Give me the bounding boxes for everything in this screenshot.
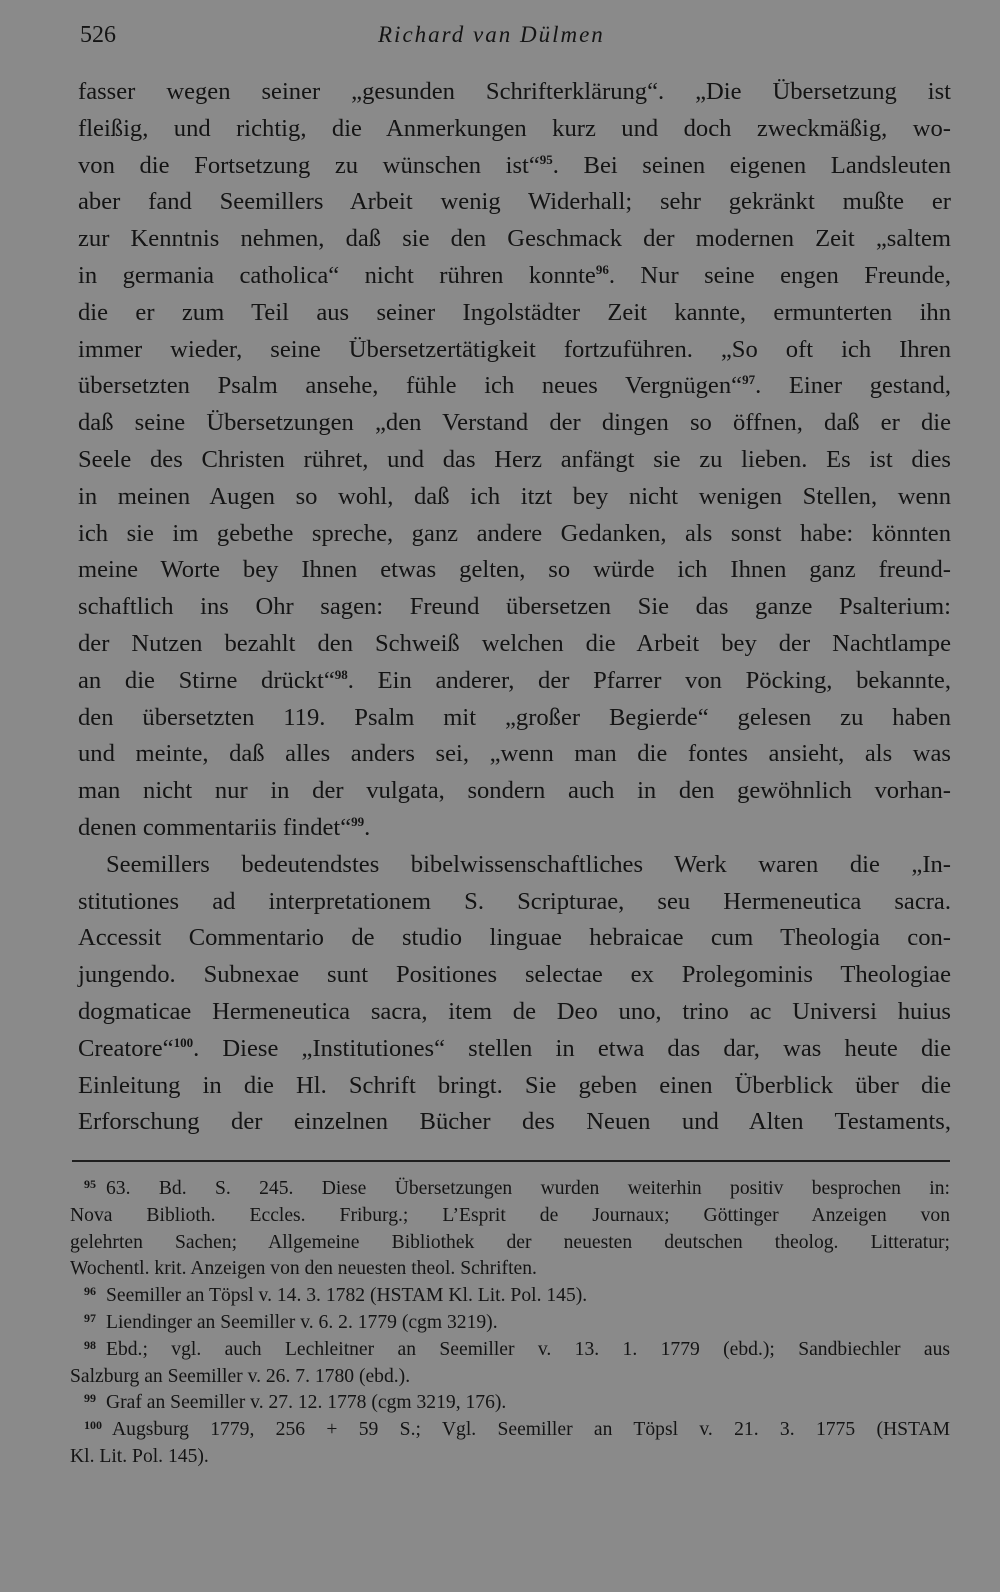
body-line: zur Kenntnis nehmen, daß sie den Geschmack der modernen Zeit „saltem <box>78 225 951 253</box>
body-line: man nicht nur in der vulgata, sondern auch in den gewöhnlich vorhan- <box>78 777 951 805</box>
body-line: denen commentariis findet“$^{99}$. <box>78 813 371 841</box>
footnote-line: Nova Biblioth. Eccles. Friburg.; L’Esprit de Journaux; Göttinger Anzeigen von <box>70 1204 950 1226</box>
footnote-95: $^{95}$ 63. Bd. S. 245. Diese Übersetzungen wurden weiterhin positiv besprochen in: <box>84 1177 950 1199</box>
footnote-ref-100[interactable]: 100 <box>173 1034 194 1050</box>
footnote-mark: 97 <box>84 1310 96 1325</box>
footnote-96: $^{96}$ Seemiller an Töpsl v. 14. 3. 1782 (HSTAM Kl. Lit. Pol. 145). <box>84 1284 588 1307</box>
body-line: stitutiones ad interpretationem S. Scripturae, seu Hermeneutica sacra. <box>78 887 951 915</box>
body-line: Erforschung der einzelnen Bücher des Neuen und Alten Testaments, <box>78 1108 951 1136</box>
body-line: ich sie im gebethe spreche, ganz andere Gedanken, als sonst habe: könnten <box>78 519 951 547</box>
footnote-mark: 99 <box>84 1391 96 1406</box>
running-title: Richard van Dülmen <box>378 22 605 47</box>
body-line: schaftlich ins Ohr sagen: Freund übersetzen Sie das ganze Psalterium: <box>78 593 951 621</box>
body-line: Creatore“$^{100}$. Diese „Institutiones“ stellen in etwa das dar, was heute die <box>78 1034 951 1062</box>
body-line: immer wieder, seine Übersetzertätigkeit fortzuführen. „So oft ich Ihren <box>78 335 951 363</box>
footnote-98: $^{98}$ Ebd.; vgl. auch Lechleitner an Seemiller v. 13. 1. 1779 (ebd.); Sandbiechler aus <box>84 1337 950 1360</box>
body-line: Seemillers bedeutendstes bibelwissenschaftliches Werk waren die „In- <box>106 850 951 878</box>
body-line: in meinen Augen so wohl, daß ich itzt bey nicht wenigen Stellen, wenn <box>78 482 951 510</box>
body-line: fleißig, und richtig, die Anmerkungen kurz und doch zweckmäßig, wo- <box>78 114 951 142</box>
body-line: Seele des Christen rühret, und das Herz anfängt sie zu lieben. Es ist dies <box>78 445 951 473</box>
footnote-line: Salzburg an Seemiller v. 26. 7. 1780 (ebd.). <box>70 1365 411 1387</box>
body-line: die er zum Teil aus seiner Ingolstädter Zeit kannte, ermunterten ihn <box>78 298 951 326</box>
footnote-mark: 100 <box>84 1418 102 1433</box>
body-line: in germania catholica“ nicht rühren konnte$^{96}$. Nur seine engen Freunde, <box>78 261 951 289</box>
body-text <box>78 74 951 1141</box>
body-line: Accessit Commentario de studio linguae hebraicae cum Theologia con- <box>78 924 951 952</box>
body-line: daß seine Übersetzungen „den Verstand der dingen so öffnen, daß er die <box>78 409 951 437</box>
footnotes <box>70 1176 950 1471</box>
body-line: der Nutzen bezahlt den Schweiß welchen die Arbeit bey der Nachtlampe <box>78 629 951 657</box>
body-line: übersetzten Psalm ansehe, fühle ich neues Vergnügen“$^{97}$. Einer gestand, <box>78 372 951 400</box>
footnote-ref-99[interactable]: 99 <box>351 813 365 829</box>
body-line: den übersetzten 119. Psalm mit „großer Begierde“ gelesen zu haben <box>78 703 951 731</box>
footnote-mark: 96 <box>84 1284 96 1299</box>
footnote-ref-98[interactable]: 98 <box>334 666 348 682</box>
body-line: meine Worte bey Ihnen etwas gelten, so würde ich Ihnen ganz freund- <box>78 556 951 584</box>
body-line: Einleitung in die Hl. Schrift bringt. Sie geben einen Überblick über die <box>78 1071 951 1099</box>
body-line: dogmaticae Hermeneutica sacra, item de Deo uno, trino ac Universi huius <box>78 997 951 1025</box>
footnote-97: $^{97}$ Liendinger an Seemiller v. 6. 2. 1779 (cgm 3219). <box>84 1310 498 1333</box>
footnote-line: Kl. Lit. Pol. 145). <box>70 1445 209 1467</box>
footnote-ref-96[interactable]: 96 <box>595 261 609 277</box>
footnote-line: Wochentl. krit. Anzeigen von den neuesten theol. Schriften. <box>70 1258 537 1280</box>
body-line: von die Fortsetzung zu wünschen ist“$^{95}$. Bei seinen eigenen Landsleuten <box>78 151 951 179</box>
running-head <box>80 18 950 52</box>
footnote-mark: 95 <box>84 1177 96 1191</box>
body-line: an die Stirne drückt“$^{98}$. Ein anderer, der Pfarrer von Pöcking, bekannte, <box>78 666 951 694</box>
body-line: fasser wegen seiner „gesunden Schrifterklärung“. „Die Übersetzung ist <box>78 78 951 105</box>
footnote-ref-95[interactable]: 95 <box>539 151 553 167</box>
body-line: und meinte, daß alles anders sei, „wenn man die fontes ansieht, als was <box>78 740 951 768</box>
footnote-ref-97[interactable]: 97 <box>742 372 756 388</box>
footnote-line: gelehrten Sachen; Allgemeine Bibliothek der neuesten deutschen theolog. Litteratur; <box>70 1231 950 1253</box>
footnote-100: $^{100}$ Augsburg 1779, 256 + 59 S.; Vgl. Seemiller an Töpsl v. 21. 3. 1775 (HSTAM <box>84 1418 950 1441</box>
footnote-mark: 98 <box>84 1337 96 1352</box>
body-line: aber fand Seemillers Arbeit wenig Widerhall; sehr gekränkt mußte er <box>78 188 951 216</box>
page-number: 526 <box>80 22 116 48</box>
footnote-99: $^{99}$ Graf an Seemiller v. 27. 12. 1778 (cgm 3219, 176). <box>84 1391 507 1414</box>
footnote-divider <box>72 1160 950 1162</box>
body-line: jungendo. Subnexae sunt Positiones selectae ex Prolegominis Theologiae <box>78 961 951 989</box>
